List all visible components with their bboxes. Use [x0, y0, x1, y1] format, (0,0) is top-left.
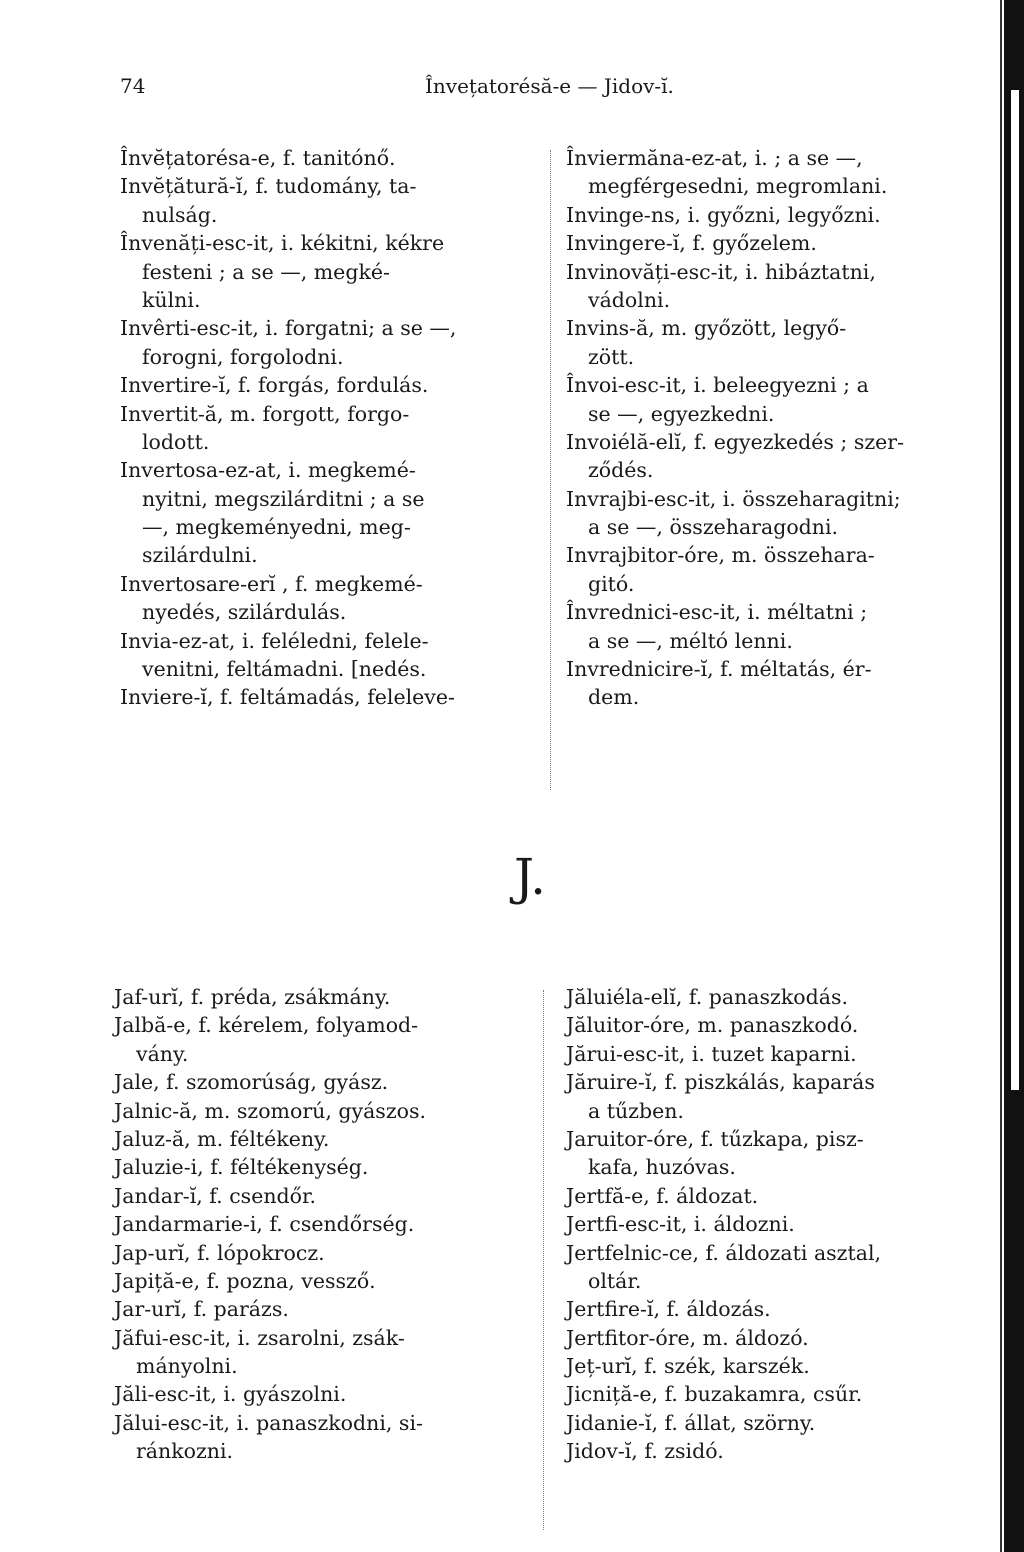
entry-line: Inviere-ĭ, f. feltámadás, feleleve-	[120, 685, 455, 710]
scan-edge-gap	[1011, 90, 1019, 1090]
entry-line: Jeț-urĭ, f. szék, karszék.	[566, 1354, 810, 1379]
entry-line: Jălui-esc-it, i. panaszkodni, si-	[114, 1410, 423, 1435]
entry-line: Invinge-ns, i. győzni, legyőzni.	[566, 202, 881, 227]
entry-line: Jidanie-ĭ, f. állat, szörny.	[566, 1410, 816, 1435]
entry-line: Învoi-esc-it, i. beleegyezni ; a	[566, 373, 869, 398]
entry-line: Jertfire-ĭ, f. áldozás.	[566, 1297, 771, 1322]
entry-line: Invertit-ă, m. forgott, forgo-	[120, 401, 410, 426]
entry-line: a tűzben.	[588, 1098, 684, 1123]
entry-line: Jăluitor-óre, m. panaszkodó.	[566, 1013, 859, 1038]
entry-line: —, megkeményedni, meg-	[142, 515, 411, 540]
entry-line: Invrajbi-esc-it, i. összeharagitni;	[566, 486, 901, 511]
page-number: 74	[120, 74, 146, 98]
entry-line: megférgesedni, megromlani.	[588, 174, 888, 199]
entry-line: külni.	[142, 287, 201, 312]
entry-line: Invrednicire-ĭ, f. méltatás, ér-	[566, 657, 872, 682]
entry-line: dem.	[588, 685, 640, 710]
entry-line: ződés.	[588, 458, 654, 483]
entry-line: Invĕțătură-ĭ, f. tudomány, ta-	[120, 174, 417, 199]
entry-line: Jertfă-e, f. áldozat.	[566, 1183, 759, 1208]
entry-line: Jicniță-e, f. buzakamra, csűr.	[566, 1382, 863, 1407]
page-header	[120, 74, 960, 108]
column-bottom-right	[566, 983, 966, 1466]
entry-line: a se —, összeharagodni.	[588, 515, 839, 540]
entry-line: Jăfui-esc-it, i. zsarolni, zsák-	[114, 1325, 405, 1350]
entry-line: Jaluz-ă, m. féltékeny.	[114, 1126, 330, 1151]
entry-line: festeni ; a se —, megké-	[142, 259, 390, 284]
running-head: Învețatorésă-e — Jidov-ĭ.	[425, 74, 674, 98]
entry-line: Invingere-ĭ, f. győzelem.	[566, 231, 817, 256]
entry-line: nyedés, szilárdulás.	[142, 600, 347, 625]
entry-line: Invertosare-erĭ , f. megkemé-	[120, 571, 423, 596]
entry-line: Invrajbitor-óre, m. összehara-	[566, 543, 875, 568]
entry-line: venitni, feltámadni. [nedés.	[142, 657, 427, 682]
entry-line: Jale, f. szomorúság, gyász.	[114, 1070, 389, 1095]
entry-line: Jalbă-e, f. kérelem, folyamod-	[114, 1013, 419, 1038]
entry-line: ránkozni.	[136, 1439, 234, 1464]
entry-line: Învĕțatorésa-e, f. tanitónő.	[120, 146, 396, 170]
entry-line: vány.	[136, 1041, 189, 1066]
entry-line: kafa, huzóvas.	[588, 1155, 736, 1180]
column-top-right	[566, 144, 966, 712]
entry-line: Jaf-urĭ, f. préda, zsákmány.	[114, 985, 391, 1009]
entry-line: Jăluiéla-elĭ, f. panaszkodás.	[566, 985, 848, 1009]
entry-line: Jar-urĭ, f. parázs.	[114, 1297, 289, 1322]
entry-line: lodott.	[142, 429, 210, 454]
entry-line: Invertosa-ez-at, i. megkemé-	[120, 458, 416, 483]
entry-line: Jidov-ĭ, f. zsidó.	[566, 1439, 724, 1464]
column-bottom-left	[114, 983, 534, 1466]
scan-edge-line	[1000, 0, 1010, 1552]
entry-line: gitó.	[588, 571, 635, 596]
entry-line: oltár.	[588, 1268, 642, 1293]
entry-line: Japiță-e, f. pozna, vessző.	[114, 1268, 376, 1293]
entry-line: Invins-ă, m. győzött, legyő-	[566, 316, 847, 341]
entry-line: Învenăți-esc-it, i. kékitni, kékre	[120, 231, 445, 256]
entry-line: Jandar-ĭ, f. csendőr.	[114, 1183, 317, 1208]
entry-line: mányolni.	[136, 1354, 238, 1379]
entry-line: Invêrti-esc-it, i. forgatni; a se —,	[120, 316, 457, 341]
entry-line: forogni, forgolodni.	[142, 344, 344, 369]
entry-line: Învrednici-esc-it, i. méltatni ;	[566, 600, 868, 625]
entry-line: Invoiélă-elĭ, f. egyezkedés ; szer-	[566, 429, 904, 454]
column-divider-bottom	[543, 990, 544, 1530]
entry-line: Jertfitor-óre, m. áldozó.	[566, 1325, 809, 1350]
entry-line: Jăruire-ĭ, f. piszkálás, kaparás	[566, 1070, 875, 1095]
entry-line: Jăli-esc-it, i. gyászolni.	[114, 1382, 347, 1407]
entry-line: zött.	[588, 344, 635, 369]
entry-line: Jertfelnic-ce, f. áldozati asztal,	[566, 1240, 882, 1265]
entry-line: Jalnic-ă, m. szomorú, gyászos.	[114, 1098, 426, 1123]
column-top-left	[120, 144, 535, 712]
section-letter: J.	[513, 848, 547, 906]
entry-line: Jertfi-esc-it, i. áldozni.	[566, 1212, 795, 1237]
entry-line: Jap-urĭ, f. lópokrocz.	[114, 1240, 325, 1265]
entry-line: Invertire-ĭ, f. forgás, fordulás.	[120, 373, 429, 398]
entry-line: Jaruitor-óre, f. tűzkapa, pisz-	[566, 1126, 864, 1151]
entry-line: a se —, méltó lenni.	[588, 628, 793, 653]
entry-line: Jaluzie-i, f. féltékenység.	[114, 1155, 369, 1180]
entry-line: vádolni.	[588, 287, 671, 312]
entry-line: Înviermăna-ez-at, i. ; a se —,	[566, 146, 863, 170]
entry-line: se —, egyezkedni.	[588, 401, 775, 426]
entry-line: nulság.	[142, 202, 218, 227]
entry-line: nyitni, megszilárditni ; a se	[142, 486, 425, 511]
entry-line: Invinovăți-esc-it, i. hibáztatni,	[566, 259, 876, 284]
column-divider-top	[550, 150, 551, 790]
entry-line: Invia-ez-at, i. feléledni, felele-	[120, 628, 429, 653]
entry-line: szilárdulni.	[142, 543, 258, 568]
entry-line: Jărui-esc-it, i. tuzet kaparni.	[566, 1041, 857, 1066]
entry-line: Jandarmarie-i, f. csendőrség.	[114, 1212, 415, 1237]
